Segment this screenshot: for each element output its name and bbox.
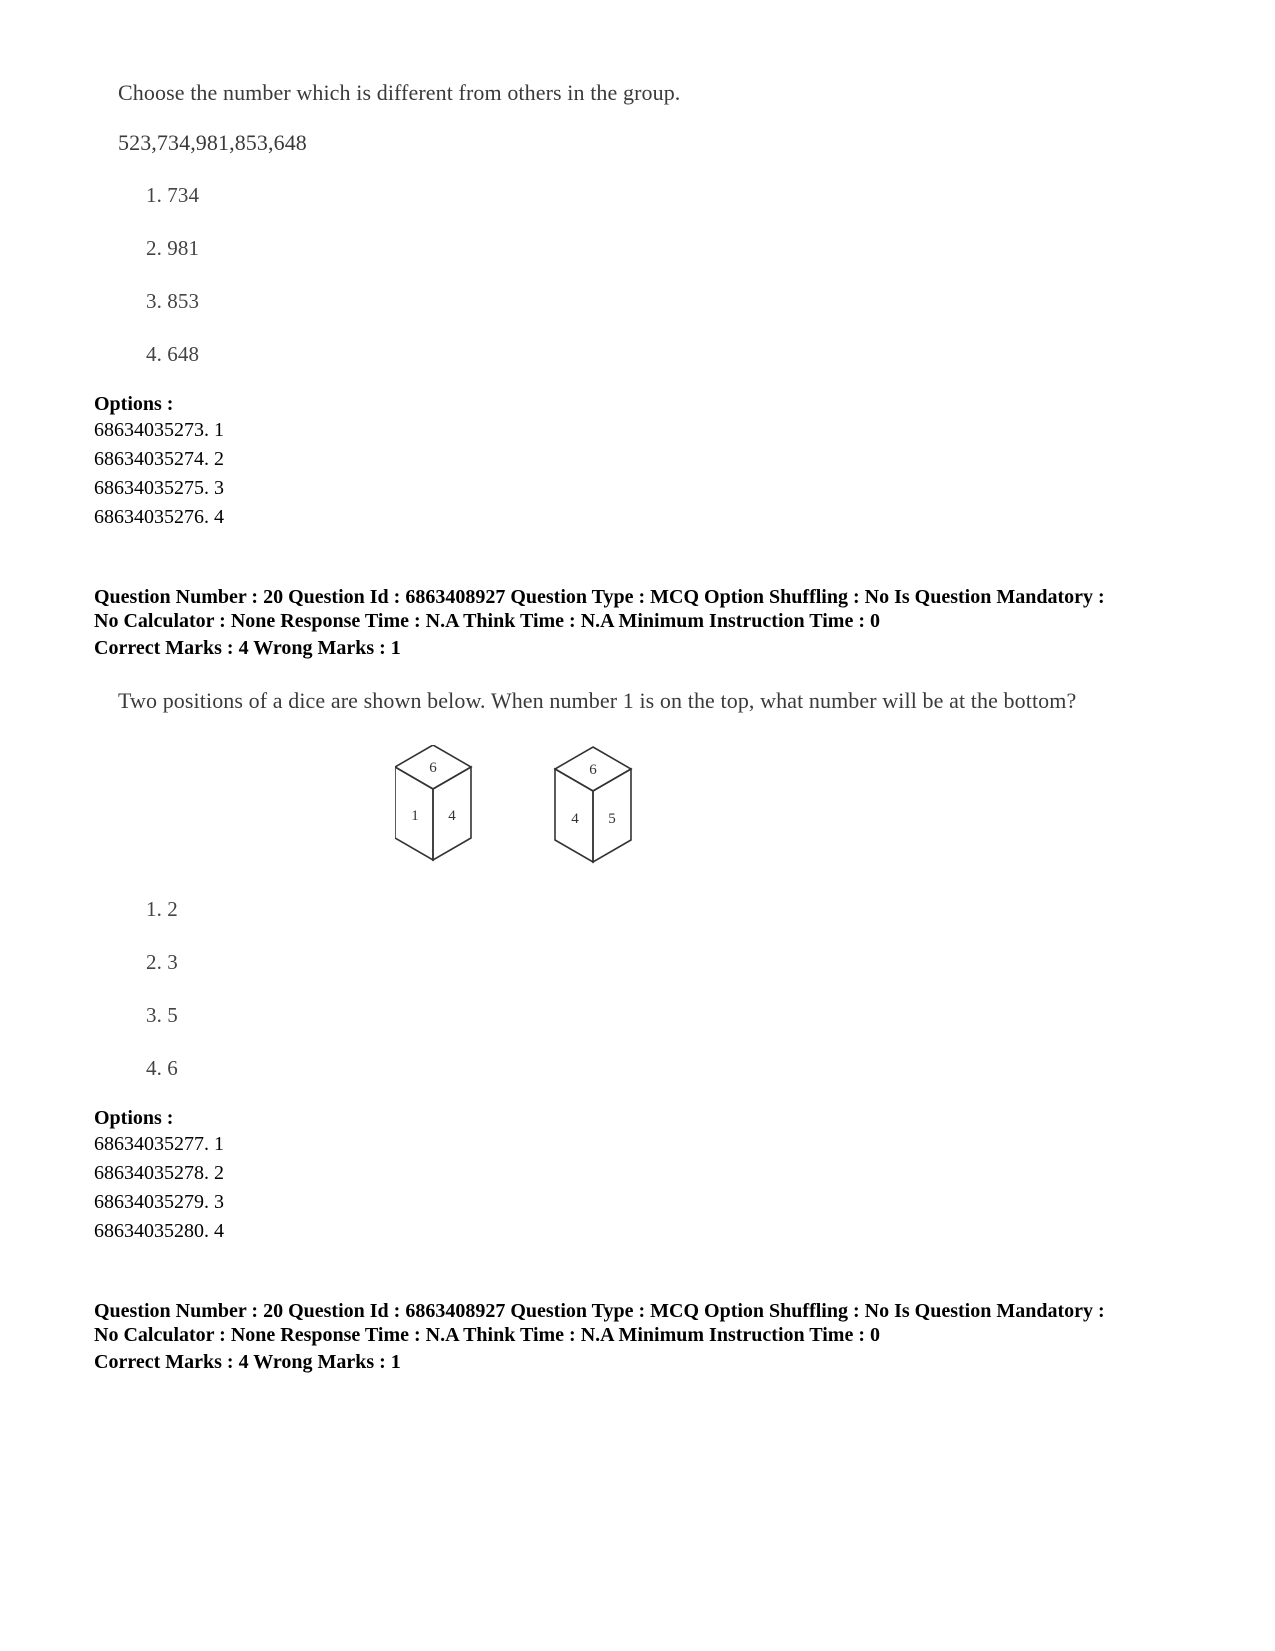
option-id: 68634035279. 3 bbox=[94, 1191, 224, 1213]
choice-item: 3. 853 bbox=[146, 289, 200, 313]
question-meta bbox=[94, 1299, 1214, 1347]
number-sequence: 523,734,981,853,648 bbox=[118, 130, 307, 155]
die-1-left-face: 1 bbox=[411, 808, 419, 824]
question-prompt: Two positions of a dice are shown below. When number 1 is on the top, what number will be at the bottom? bbox=[118, 688, 1077, 713]
choice-item: 1. 2 bbox=[146, 897, 178, 921]
choice-item: 4. 6 bbox=[146, 1056, 178, 1080]
choice-item: 1. 734 bbox=[146, 183, 200, 207]
die-1-top-face: 6 bbox=[429, 760, 437, 776]
die-2-right-face: 5 bbox=[608, 811, 616, 827]
marks-info: Correct Marks : 4 Wrong Marks : 1 bbox=[94, 637, 401, 659]
options-label: Options : bbox=[94, 1107, 174, 1129]
option-id: 68634035273. 1 bbox=[94, 419, 224, 441]
option-id: 68634035280. 4 bbox=[94, 1220, 224, 1242]
option-id: 68634035276. 4 bbox=[94, 506, 224, 528]
question-prompt: Choose the number which is different from others in the group. bbox=[118, 80, 681, 105]
options-list bbox=[94, 1130, 224, 1246]
question-meta-line: No Calculator : None Response Time : N.A Think Time : N.A Minimum Instruction Time : 0 bbox=[94, 610, 880, 632]
dice-figure bbox=[395, 745, 655, 880]
option-id: 68634035275. 3 bbox=[94, 477, 224, 499]
question-meta-line: Question Number : 20 Question Id : 6863408927 Question Type : MCQ Option Shuffling : No Is Question Mandatory : bbox=[94, 586, 1105, 608]
choice-item: 3. 5 bbox=[146, 1003, 178, 1027]
options-list bbox=[94, 416, 224, 532]
die-2-top-face: 6 bbox=[589, 762, 597, 778]
choice-item: 4. 648 bbox=[146, 342, 200, 366]
options-label: Options : bbox=[94, 393, 174, 415]
question-meta-line: No Calculator : None Response Time : N.A Think Time : N.A Minimum Instruction Time : 0 bbox=[94, 1324, 880, 1346]
question-meta-line: Question Number : 20 Question Id : 6863408927 Question Type : MCQ Option Shuffling : No Is Question Mandatory : bbox=[94, 1300, 1105, 1322]
option-id: 68634035277. 1 bbox=[94, 1133, 224, 1155]
marks-info: Correct Marks : 4 Wrong Marks : 1 bbox=[94, 1351, 401, 1373]
choice-item: 2. 981 bbox=[146, 236, 200, 260]
option-id: 68634035278. 2 bbox=[94, 1162, 224, 1184]
die-2-left-face: 4 bbox=[571, 811, 579, 827]
die-1-right-face: 4 bbox=[448, 808, 456, 824]
question-meta bbox=[94, 585, 1214, 633]
choice-item: 2. 3 bbox=[146, 950, 178, 974]
option-id: 68634035274. 2 bbox=[94, 448, 224, 470]
